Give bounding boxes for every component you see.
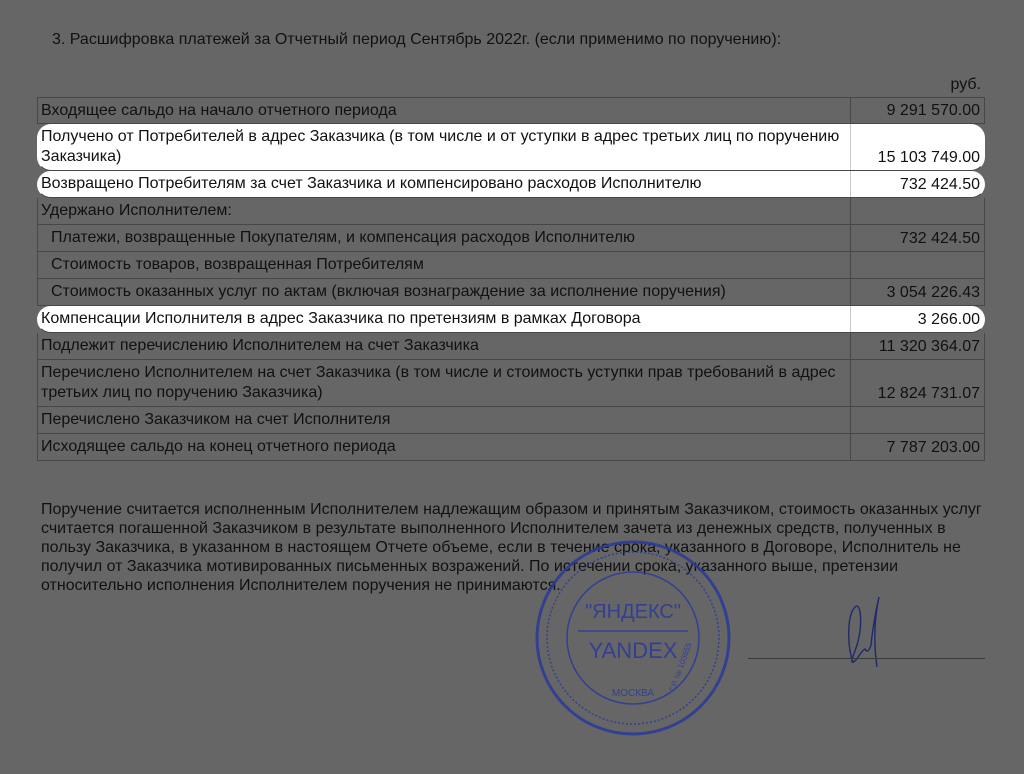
row-value: 3 054 226.43 bbox=[886, 284, 980, 301]
stamp-registration: Г.Р. № 103655 bbox=[667, 641, 694, 693]
row-label: Платежи, возвращенные Покупателям, и компенсация расходов Исполнителю bbox=[38, 225, 851, 251]
table-row-transferred-to-executor bbox=[37, 407, 985, 434]
stamp-text-top: "ЯНДЕКС" bbox=[585, 601, 681, 623]
table-row-due-to-customer bbox=[37, 333, 985, 360]
stamp-text-bottom: YANDEX bbox=[588, 638, 678, 663]
row-label: Перечислено Заказчиком на счет Исполнителя bbox=[38, 407, 851, 433]
table-row-closing-balance bbox=[37, 434, 985, 461]
row-value bbox=[851, 198, 984, 224]
table-row-opening-balance bbox=[37, 97, 985, 124]
row-value: 15 103 749.00 bbox=[877, 149, 980, 166]
row-value bbox=[851, 252, 984, 278]
row-label: Удержано Исполнителем: bbox=[38, 198, 851, 224]
table-row-goods-returned bbox=[37, 252, 985, 279]
row-label: Получено от Потребителей в адрес Заказчика (в том числе и от уступки в адрес третьих лиц по поручению Заказчика) bbox=[38, 124, 851, 170]
row-label: Стоимость товаров, возвращенная Потребителям bbox=[38, 252, 851, 278]
table-row-claims-compensation bbox=[37, 306, 985, 333]
row-label: Перечислено Исполнителем на счет Заказчика (в том числе и стоимость уступки прав требований в адрес третьих лиц по поручению Заказчика) bbox=[38, 360, 851, 406]
row-label: Входящее сальдо на начало отчетного периода bbox=[38, 98, 851, 123]
row-label: Возвращено Потребителям за счет Заказчика и компенсировано расходов Исполнителю bbox=[38, 171, 851, 197]
row-label: Подлежит перечислению Исполнителем на счет Заказчика bbox=[38, 333, 851, 359]
row-value: 732 424.50 bbox=[899, 230, 980, 247]
table-row-returned-to-consumers bbox=[37, 171, 985, 198]
table-row-payments-returned bbox=[37, 225, 985, 252]
row-value: 7 787 203.00 bbox=[886, 439, 980, 456]
row-label: Исходящее сальдо на конец отчетного периода bbox=[38, 434, 851, 460]
currency-label: руб. bbox=[950, 76, 981, 93]
table-row-received-from-consumers bbox=[37, 124, 985, 171]
row-value: 12 824 731.07 bbox=[877, 385, 980, 402]
payments-table bbox=[37, 97, 985, 461]
row-value: 11 320 364.07 bbox=[878, 338, 980, 355]
row-value: 9 291 570.00 bbox=[886, 102, 980, 119]
row-value bbox=[851, 407, 984, 433]
row-value: 3 266.00 bbox=[917, 311, 980, 328]
stamp-city: МОСКВА bbox=[611, 688, 655, 699]
company-stamp-icon bbox=[533, 538, 733, 738]
table-row-services-cost bbox=[37, 279, 985, 306]
table-row-withheld-header bbox=[37, 198, 985, 225]
row-value: 732 424.50 bbox=[899, 176, 980, 193]
table-row-transferred-to-customer bbox=[37, 360, 985, 407]
signature-line bbox=[748, 658, 985, 659]
row-label: Стоимость оказанных услуг по актам (включая вознаграждение за исполнение поручения) bbox=[38, 279, 851, 305]
row-label: Компенсации Исполнителя в адрес Заказчика по претензиям в рамках Договора bbox=[38, 306, 851, 332]
section-heading: 3. Расшифровка платежей за Отчетный период Сентябрь 2022г. (если применимо по поручению): bbox=[52, 31, 782, 48]
terms-paragraph: Поручение считается исполненным Исполнителем надлежащим образом и принятым Заказчиком, стоимость оказанных услуг считается погашенной Заказчиком в результате выполненного Исполнителем зачета из денежных средств, полученных в пользу Заказчика, в указанном в настоящем Отчете объеме, если в течение срока, указанного в Договоре, Исполнитель не получил от Заказчика мотивированных письменных возражений. По истечении срока, указанного выше, претензии относительно исполнения Исполнителем поручения не принимаются. bbox=[41, 501, 982, 594]
